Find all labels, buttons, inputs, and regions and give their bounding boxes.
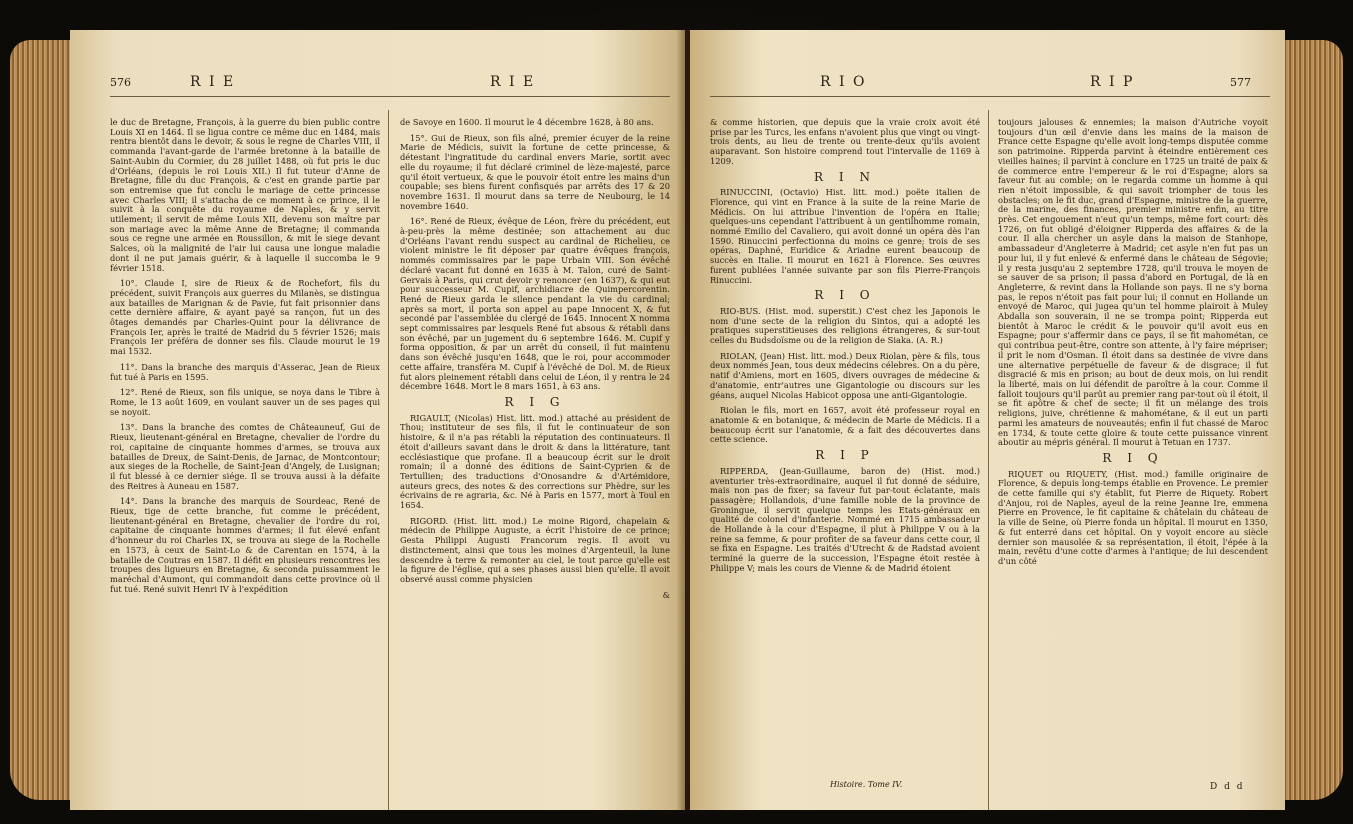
paragraph: 15°. Gui de Rieux, son fils aîné, premier écuyer de la reine Marie de Médicis, suivit la fortune de cette princesse, & détestant l'ingratitude du cardinal envers Marie, sortit avec elle du royaume; il fut déclaré criminel de lèze-majesté, parce qu'il étoit vertueux, & que le pouvoir étoit entre les mains d'un coupable; ses biens furent confisqués par arrêts des 17 & 20 novembre 1631. Il mourut dans sa terre de Neubourg, le 14 novembre 1640. [400, 132, 670, 211]
catchword: & [662, 589, 670, 600]
section-heading-rig: R I G [504, 394, 566, 409]
paragraph: RIGAULT, (Nicolas) Hist. litt. mod.) attaché au président de Thou; instituteur de ses fils, il fut le continuateur de son histoire, & il n'a pas rétabli la réputation des continuateurs. Il étoit d'ailleurs savant dans le droit & dans la littérature, tant ecclésiastique que profane. Il a beaucoup écrit sur le droit romain; il a donné des éditions de Saint-Cyprien & de Tertullien; des traductions d'Onosandre & d'Artémidore, auteurs grecs, des notes & des corrections sur Phèdre, sur les écrivains de re agraria, &c. Né à Paris en 1577, mort à Toul en 1654. [400, 412, 670, 511]
left-column-1 [110, 118, 380, 808]
section-heading-rin: R I N [814, 169, 876, 184]
paragraph: 14°. Dans la branche des marquis de Sourdeac, René de Rieux, tige de cette branche, fut comme le précédent, lieutenant-général en Bretagne, chevalier de l'ordre du roi, capitaine de cinquante hommes d'armes; il fut élevé enfant d'honneur du roi Charles IX, se trouva au siege de la Rochelle en 1573, à ceux de Saint-Lo & de Carentan en 1574, à la bataille de Coutras en 1587. Il défit en plusieurs rencontres les troupes des ligueurs en Bretagne, & seconda puissamment le maréchal d'Aumont, qui commandoit dans cette province où il fut tué. René suivit Henri IV à l'expédition [110, 496, 380, 594]
paragraph: toujours jalouses & ennemies; la maison d'Autriche voyoit toujours d'un œil d'envie dans les mains de la maison de France cette Espagne qu'elle avoit long-temps disputée comme son patrimoine. Ripperda parvint à éteindre entièrement ces vieilles haines; il parvint à conclure en 1725 un traité de paix & de commerce entre l'empereur & le roi d'Espagne; alors sa faveur fut au comble; on le regarda comme un homme à qui rien n'étoit impossible, & qui savoit triompher de tous les obstacles; on le fit duc, grand d'Espagne, ministre de la guerre, de la marine, des finances, premier ministre enfin, au titre près. Cet engouement n'eut qu'un temps, même fort court: dès 1726, on fut obligé d'éloigner Ripperda des affaires & de la cour. Il alla chercher un asyle dans la maison de Stanhope, ambassadeur d'Angleterre à Madrid; cet asyle n'en fut pas un pour lui, il y fut enlevé & enfermé dans le château de Ségovie; il y resta jusqu'au 2 septembre 1728, qu'il trouva le moyen de se sauver de sa prison; il passa d'abord en Portugal, de là en Angleterre, & revint dans la Hollande son pays. Il ne s'y borna pas, le repos n'étoit pas fait pour lui; il connut en Hollande un envoyé de Maroc, qui jugea qu'un tel homme plairoit à Muley Abdalla son souverain, il ne se trompa point; Ripperda eut bientôt à Maroc le crédit & le pouvoir qu'il avoit eus en Espagne; pour s'affermir dans ce pays, il se fit mahométan, ce qui contribua peut-être, contre son attente, à l'y faire mépriser; il prit le nom d'Osman. Il étoit dans sa destinée de vivre dans une alternative perpétuelle de faveur & de disgrace; il fut disgracié & mis en prison; au bout de deux mois, on lui rendit la liberté, mais on lui défendit de paroître à la cour. Comme il falloit toujours qu'il parût au premier rang par-tout où il étoit, il se fit apôtre & chef de secte; il fit un mélange des trois religions, juive, chrétienne & mahométane, & il eut un parti parmi les amateurs de nouveautés; enfin il fut chassé de Maroc en 1734, & toute cette gloire & toute cette puissance vinrent aboutir au mépris général. Il mourut à Tetuan en 1737. [998, 117, 1268, 448]
paragraph: de Savoye en 1600. Il mourut le 4 décembre 1628, à 80 ans. [400, 117, 654, 127]
running-head-left-1: R I E [190, 74, 236, 90]
section-heading-riq: R I Q [1102, 450, 1164, 465]
paragraph: RIQUET ou RIQUETY, (Hist. mod.) famille originaire de Florence, & depuis long-temps établie en Provence. Le premier de cette famille qui s'y établit, fut Pierre de Riquety. Robert d'Anjou, roi de Naples, ayeul de la reine Jeanne Ire, emmena Pierre en Provence, le fit capitaine & châtelain du château de la ville de Seine, où Pierre fonda un hôpital. Il mourut en 1350, & fut enterré dans cet hôpital. On y voyoit encore au siècle dernier son mausolée & sa représentation, il étoit, l'épée à la main, revêtu d'une cotte d'armes à l'antique; de lui descendent d'un côté [998, 468, 1268, 566]
paragraph: RIOLAN, (Jean) Hist. litt. mod.) Deux Riolan, père & fils, tous deux nommés Jean, tous deux médecins célebres. On a du père, natif d'Amiens, mort en 1605, divers ouvrages de médecine & d'anatomie, entr'autres une Gigantologie ou discours sur les géans, auquel Nicolas Habicot opposa une anti-Gigantologie. [710, 350, 980, 400]
right-page [690, 30, 1285, 810]
paragraph: le duc de Bretagne, François, à la guerre du bien public contre Louis XI en 1464. Il se ligua contre ce même duc en 1484, mais rentra bientôt dans le devoir, & sous le regne de Charles VIII, il commanda l'avant-garde de l'armée bretonne à la bataille de Saint-Aubin du Cormier, du 28 juillet 1488, où fut pris le duc d'Orléans, (depuis le roi Louis XII.) Il fut tuteur d'Anne de Bretagne, fille du duc François, & c'est en grande partie par son entremise que fut conclu le mariage de cette princesse avec Charles VIII; il s'attacha de ce moment à ce prince, il le suivit à la conquête du royaume de Naples, & y servit utilement; il servit de même Louis XII, devenu son maître par son mariage avec la même Anne de Bretagne; il commanda sous ce regne une armée en Roussillon, & mit le siege devant Salces, où la malignité de l'air lui causa une longue maladie dont il ne put jamais guérir, & à laquelle il succomba le 9 février 1518. [110, 117, 380, 273]
column-rule-left [388, 110, 389, 810]
right-column-1 [710, 118, 980, 778]
running-head-right-1: R I O [820, 74, 867, 90]
paragraph: 13°. Dans la branche des comtes de Châteauneuf, Gui de Rieux, lieutenant-général en Bretagne, chevalier de l'ordre du roi, capitaine de cinquante hommes d'armes, se trouva aux batailles de Dreux, de Saint-Denis, de Jarnac, de Montcontour; aux sieges de la Rochelle, de Saint-Jean d'Angely, de Lusignan; il fut blessé à ce dernier siége. Il se trouva aussi à la défaite des Reitres à Auneau en 1587. [110, 422, 380, 491]
page-number-left: 576 [110, 76, 131, 89]
page-number-right: 577 [1230, 76, 1251, 89]
left-page [70, 30, 685, 810]
paragraph: 12°. René de Rieux, son fils unique, se noya dans le Tibre à Rome, le 13 août 1609, en voulant sauver un de ses pages qui se noyoit. [110, 387, 380, 417]
paragraph: 11°. Dans la branche des marquis d'Asserac, Jean de Rieux fut tué à Paris en 1595. [110, 361, 380, 382]
section-heading-rio: R I O [814, 288, 876, 303]
paragraph: 16°. René de Rieux, évêque de Léon, frère du précédent, eut à-peu-près la même destinée; son attachement au duc d'Orléans l'avant rendu suspect au cardinal de Richelieu, ce violent ministre le fit déposer par quatre évêques françois, nommés commissaires par le pape Urbain VIII. Son évêché déclaré vacant fut donné en 1635 à M. Talon, curé de Saint-Gervais à Paris, qui crut devoir y renoncer (en 1637), & qui eut pour successeur M. Cupif, archidiacre de Quimpercorentin. René de Rieux garda le silence pendant la vie du cardinal; après sa mort, il porta son appel au pape Innocent X, & fut secondé par l'assemblée du clergé de 1645. Innocent X nomma sept commissaires par lesquels René fut absous & rétabli dans son évêché, par un jugement du 6 septembre 1646. M. Cupif y forma opposition, & par un arrêt du conseil, il fut maintenu dans son évêché jusqu'en 1648, que le roi, pour accommoder cette affaire, transféra M. Cupif à l'évêché de Dol. M. de Rieux fut alors pleinement rétabli dans celui de Léon, il y rentra le 24 décembre 1648. Mort le 8 mars 1651, à 63 ans. [400, 216, 670, 392]
paragraph: RIO-BUS. (Hist. mod. superstit.) C'est chez les Japonois le nom d'une secte de la religion du Sintos, qui a adopté les pratiques superstitieuses des religions étrangeres, & sur-tout celles du Budsdoïsme ou de la religion de Siaka. (A. R.) [710, 305, 980, 346]
paragraph: 10°. Claude I, sire de Rieux & de Rochefort, fils du précédent, suivit François aux guerres du Milanès, se distingua aux batailles de Marignan & de Pavie, fut fait prisonnier dans cette dernière affaire, & ayant payé sa rançon, fut un des ôtages demandés par Charles-Quint pour la délivrance de François Ier, après le traité de Madrid du 5 février 1526; mais François Ier préféra de donner ses fils. Claude mourut le 19 mai 1532. [110, 278, 380, 357]
volume-footer: Histoire. Tome IV. [830, 780, 903, 789]
header-rule-right [710, 96, 1270, 97]
paragraph: Riolan le fils, mort en 1657, avoit été professeur royal en anatomie & en botanique, & médecin de Marie de Médicis. Il a beaucoup écrit sur l'anatomie, & a fait des découvertes dans cette science. [710, 405, 980, 445]
paragraph: RIPPERDA, (Jean-Guillaume, baron de) (Hist. mod.) aventurier très-extraordinaire, auquel il fut donné de séduire, mais non pas de fixer; sa faveur fut par-tout éclatante, mais passagère; Hollandois, d'une famille noble de la province de Groningue, il servit quelque temps les Etats-généraux en qualité de colonel d'infanterie. Nommé en 1715 ambassadeur de Hollande à la cour d'Espagne, il plut à Philippe V ou à la reine sa femme, & pour profiter de sa faveur dans cette cour, il se fixa en Espagne. Les traités d'Utrecht & de Radstad avoient terminé la guerre de la succession, l'Espagne étoit restée à Philippe V; mais les cours de Vienne & de Madrid étoient [710, 465, 980, 573]
column-rule-right [988, 110, 989, 810]
running-head-left-2: R I E [490, 74, 536, 90]
signature-mark: D d d [1210, 782, 1245, 792]
paragraph: & comme historien, que depuis que la vraie croix avoit été prise par les Turcs, les enfans n'avoient plus que vingt ou vingt-trois dents, au lieu de trente ou trente-deux qu'ils avoient auparavant. Son histoire comprend tout l'intervalle de 1169 à 1209. [710, 117, 980, 166]
running-head-right-2: R I P [1090, 74, 1135, 90]
section-heading-rip: R I P [815, 448, 875, 463]
left-column-2 [400, 118, 670, 808]
paragraph: RINUCCINI, (Octavio) Hist. litt. mod.) poëte italien de Florence, qui vint en France à la suite de la reine Marie de Médicis. On lui attribue l'invention de l'opéra en Italie; quelques-uns cependant l'attribuent à un gentilhomme romain, nommé Emilio del Cavaliero, qui avoit donné un opéra dès l'an 1590. Rinuccini perfectionna du moins ce genre; trois de ses opéras, Daphné, Euridice & Ariadne eurent beaucoup de succès en Italie. Il mourut en 1621 à Florence. Ses œuvres furent publiées l'année suivante par son fils Pierre-François Rinuccini. [710, 187, 980, 285]
right-column-2 [998, 118, 1268, 808]
header-rule-left [110, 96, 670, 97]
paragraph: RIGORD. (Hist. litt. mod.) Le moine Rigord, chapelain & médecin de Philippe Auguste, a écrit l'histoire de ce prince; Gesta Philippi Augusti Francorum regis. Il avoit vu distinctement, ainsi que tous les moines d'Argenteuil, la lune descendre à terre & remonter au ciel, le tout parce qu'elle est la figure de l'église, qui a ses phases aussi bien qu'elle. Il avoit observé aussi comme physicien [400, 515, 670, 584]
